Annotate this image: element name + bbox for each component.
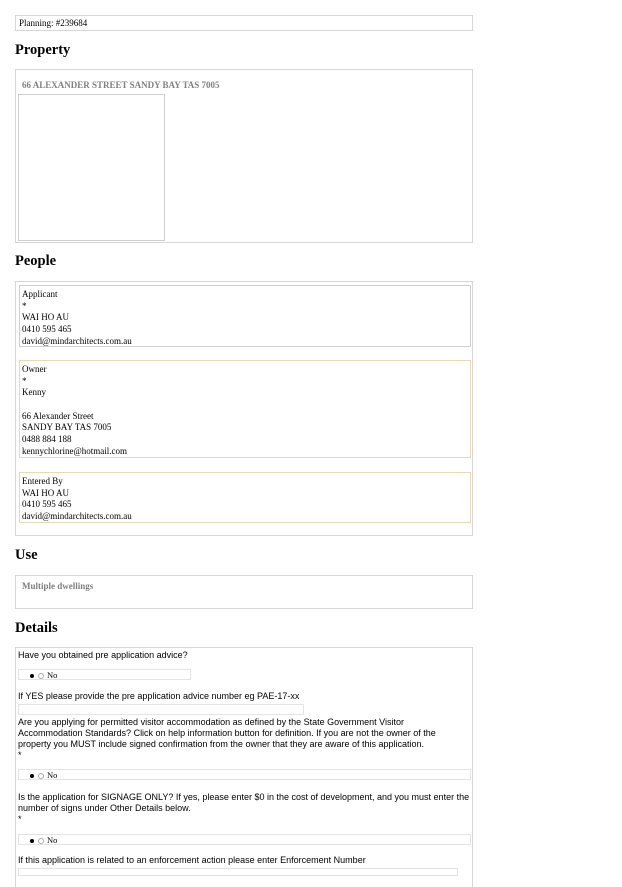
owner-required-marker: * [22, 375, 27, 386]
use-heading: Use [15, 547, 38, 563]
entered-by-name: WAI HO AU [22, 487, 69, 498]
q1-answer-field[interactable] [18, 669, 191, 680]
applicant-email: david@mindarchitects.com.au [22, 335, 132, 346]
pre-application-number-input[interactable] [18, 704, 304, 715]
property-heading: Property [15, 42, 71, 58]
details-panel [15, 647, 473, 887]
applicant-role: Applicant [22, 289, 58, 299]
enforcement-number-input[interactable] [18, 868, 458, 876]
radio-icon[interactable] [38, 838, 44, 844]
q2-label: If YES please provide the pre application advice number eg PAE-17-xx [18, 691, 300, 701]
q4-line2: number of signs under Other Details below. [18, 803, 191, 813]
entered-by-phone: 0410 595 465 [22, 499, 72, 510]
people-panel [15, 281, 473, 536]
entered-by-role: Entered By [22, 476, 63, 486]
planning-ref-bar [15, 15, 473, 31]
people-heading: People [15, 253, 57, 269]
owner-card [19, 360, 471, 458]
bullet-icon [30, 839, 34, 843]
radio-icon[interactable] [38, 773, 44, 779]
q4-line1: Is the application for SIGNAGE ONLY? If yes, please enter $0 in the cost of development, and you must enter the [18, 792, 470, 802]
applicant-required-marker: * [22, 300, 27, 311]
q3-line3: property you MUST include signed confirmation from the owner that they are aware of this application. [18, 739, 425, 749]
planning-ref: Planning: #239684 [19, 18, 88, 28]
q4-answer: No [47, 835, 58, 845]
owner-address-line2: SANDY BAY TAS 7005 [22, 422, 112, 433]
property-map-image [18, 94, 165, 241]
property-panel [15, 69, 473, 243]
entered-by-card [19, 472, 471, 523]
details-heading: Details [15, 620, 58, 636]
use-panel [15, 575, 473, 609]
q3-line2: Accommodation Standards? Click on help information button for definition. If you are not the owner of the [18, 728, 436, 738]
use-value: Multiple dwellings [22, 581, 94, 591]
owner-blank-line [22, 399, 127, 411]
q3-answer-field[interactable] [18, 769, 471, 780]
owner-name: Kenny [22, 387, 46, 398]
applicant-name: WAI HO AU [22, 312, 69, 323]
property-address: 66 ALEXANDER STREET SANDY BAY TAS 7005 [22, 80, 220, 90]
owner-phone: 0488 884 188 [22, 434, 72, 445]
owner-email: kennychlorine@hotmail.com [22, 445, 128, 456]
owner-role: Owner [22, 364, 47, 374]
q1-label: Have you obtained pre application advice? [18, 650, 188, 660]
owner-address-line1: 66 Alexander Street [22, 410, 94, 421]
applicant-card [19, 285, 471, 347]
applicant-phone: 0410 595 465 [22, 324, 72, 335]
q4-required-marker: * [18, 814, 22, 824]
entered-by-email: david@mindarchitects.com.au [22, 511, 132, 522]
q4-answer-field[interactable] [18, 834, 471, 845]
radio-icon[interactable] [38, 673, 44, 679]
bullet-icon [30, 674, 34, 678]
q5-label: If this application is related to an enforcement action please enter Enforcement Number [18, 855, 366, 865]
bullet-icon [30, 774, 34, 778]
q3-answer: No [47, 770, 58, 780]
q3-line1: Are you applying for permitted visitor accommodation as defined by the State Government Visitor [18, 717, 405, 727]
q1-answer: No [47, 670, 58, 680]
q3-required-marker: * [18, 750, 22, 760]
